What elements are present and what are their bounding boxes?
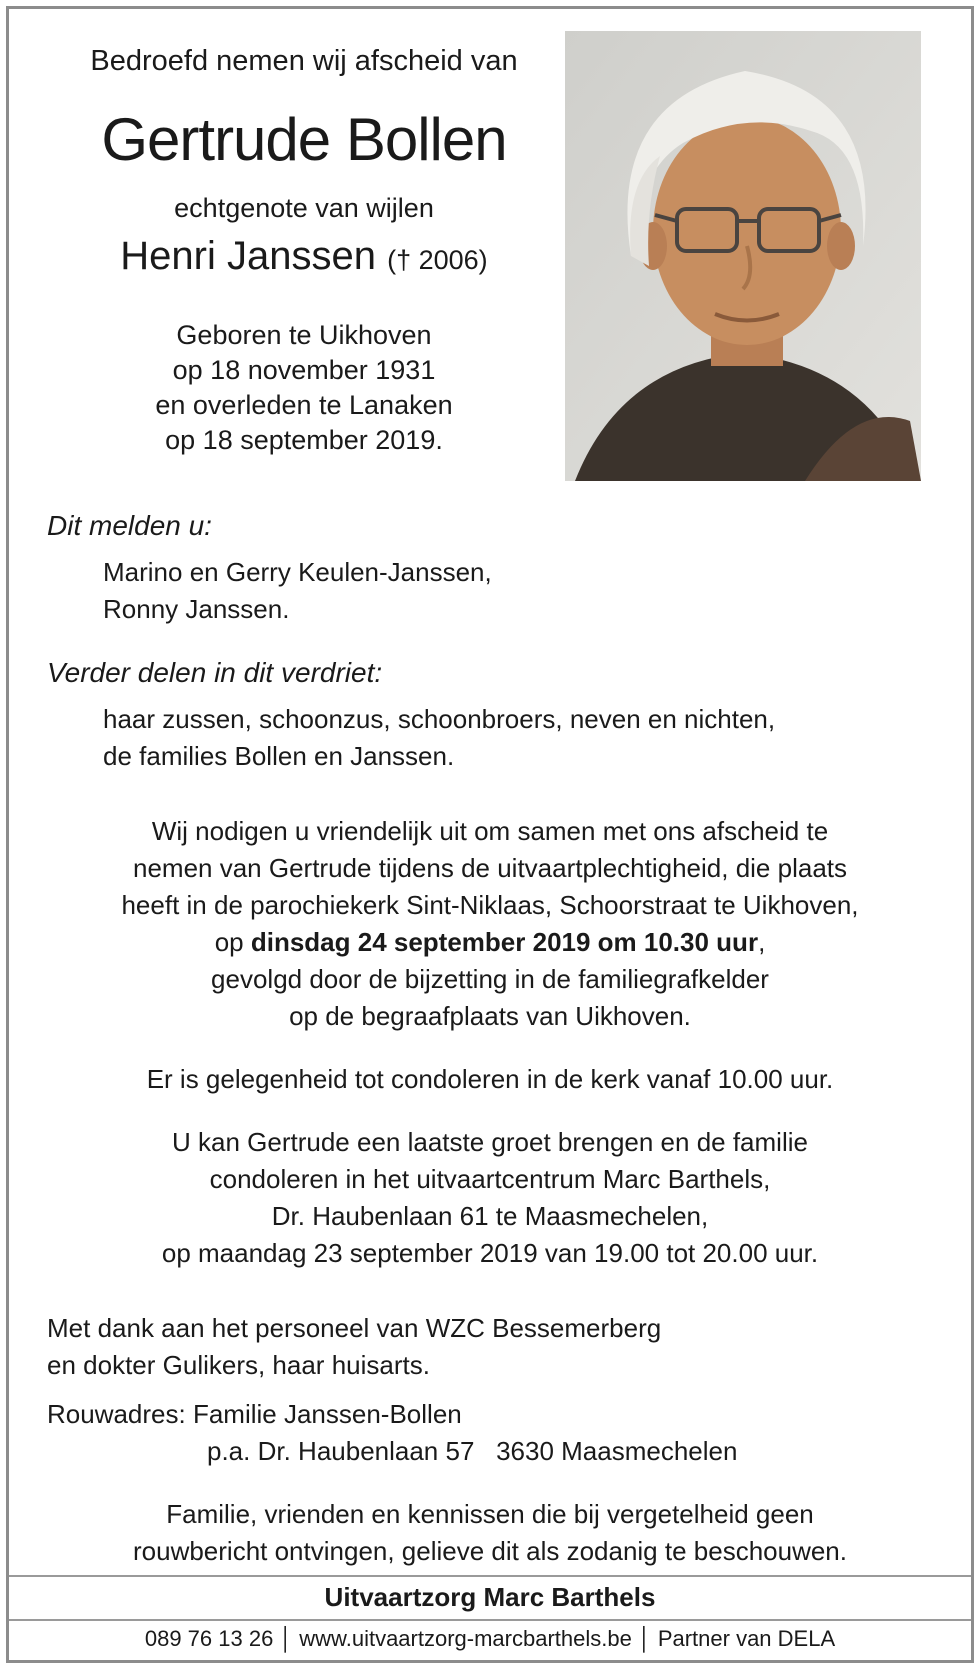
- ceremony-date-line: [47, 924, 933, 961]
- announcers-block: [47, 554, 933, 628]
- ceremony-line: Wij nodigen u vriendelijk uit om samen met ons afscheid te: [151, 816, 829, 846]
- footer-section: [9, 1575, 971, 1660]
- visitation-block: [47, 1124, 933, 1272]
- announcers-heading: Dit melden u:: [47, 510, 212, 541]
- life-dates-block: [43, 318, 565, 458]
- mourning-address-block: [47, 1396, 933, 1470]
- intro-line: Bedroefd nemen wij afscheid van: [90, 45, 518, 77]
- death-announcement-page: [6, 6, 974, 1663]
- ceremony-date-prefix: op: [214, 927, 251, 957]
- ceremony-date-suffix: ,: [758, 927, 766, 957]
- visitation-line: Dr. Haubenlaan 61 te Maasmechelen,: [271, 1201, 709, 1231]
- life-line: op 18 november 1931: [172, 355, 436, 385]
- mourners-heading: Verder delen in dit verdriet:: [47, 657, 383, 688]
- ceremony-line: gevolgd door de bijzetting in de familiegrafkelder: [211, 964, 769, 994]
- visitation-line: U kan Gertrude een laatste groet brengen en de familie: [172, 1127, 808, 1157]
- visitation-line: condoleren in het uitvaartcentrum Marc Barthels,: [209, 1164, 771, 1194]
- life-line: op 18 september 2019.: [165, 425, 443, 455]
- ceremony-date-bold: dinsdag 24 september 2019 om 10.30 uur: [250, 927, 759, 957]
- spouse-death-year: († 2006): [387, 245, 488, 275]
- life-line: Geboren te Uikhoven: [176, 320, 432, 350]
- portrait-photo: [565, 31, 921, 481]
- footer-contact: 089 76 13 26 │ www.uitvaartzorg-marcbarthels.be │ Partner van DELA: [144, 1626, 836, 1651]
- relation-line: echtgenote van wijlen: [174, 193, 434, 223]
- notice-block: [47, 1496, 933, 1570]
- announcer-line: Marino en Gerry Keulen-Janssen,: [103, 557, 492, 587]
- spouse-line: [43, 234, 565, 278]
- thanks-line: en dokter Gulikers, haar huisarts.: [47, 1350, 430, 1380]
- thanks-block: [47, 1310, 933, 1384]
- notice-line: Familie, vrienden en kennissen die bij vergetelheid geen: [166, 1499, 814, 1529]
- church-condolence-line: Er is gelegenheid tot condoleren in de kerk vanaf 10.00 uur.: [146, 1064, 834, 1094]
- ceremony-block: [47, 813, 933, 1035]
- ceremony-line: nemen van Gertrude tijdens de uitvaartplechtigheid, die plaats: [133, 853, 847, 883]
- content-section: [9, 481, 971, 1570]
- mourners-block: [47, 701, 933, 775]
- announcer-line: Ronny Janssen.: [103, 594, 290, 624]
- deceased-name: Gertrude Bollen: [101, 106, 507, 173]
- ceremony-line: op de begraafplaats van Uikhoven.: [289, 1001, 691, 1031]
- mourner-line: haar zussen, schoonzus, schoonbroers, neven en nichten,: [103, 704, 776, 734]
- spouse-name: Henri Janssen: [120, 234, 376, 278]
- visitation-line: op maandag 23 september 2019 van 19.00 tot 20.00 uur.: [161, 1238, 819, 1268]
- ceremony-line: heeft in de parochiekerk Sint-Niklaas, Schoorstraat te Uikhoven,: [121, 890, 859, 920]
- mourning-address-line: p.a. Dr. Haubenlaan 57 3630 Maasmechelen: [207, 1436, 738, 1466]
- footer-company: Uitvaartzorg Marc Barthels: [324, 1582, 656, 1612]
- mourner-line: de families Bollen en Janssen.: [103, 741, 455, 771]
- header-text-column: [43, 31, 565, 481]
- thanks-line: Met dank aan het personeel van WZC Bessemerberg: [47, 1313, 662, 1343]
- notice-line: rouwbericht ontvingen, gelieve dit als zodanig te beschouwen.: [132, 1536, 847, 1566]
- mourning-address-line: Rouwadres: Familie Janssen-Bollen: [47, 1399, 462, 1429]
- header-section: [9, 9, 971, 481]
- life-line: en overleden te Lanaken: [155, 390, 453, 420]
